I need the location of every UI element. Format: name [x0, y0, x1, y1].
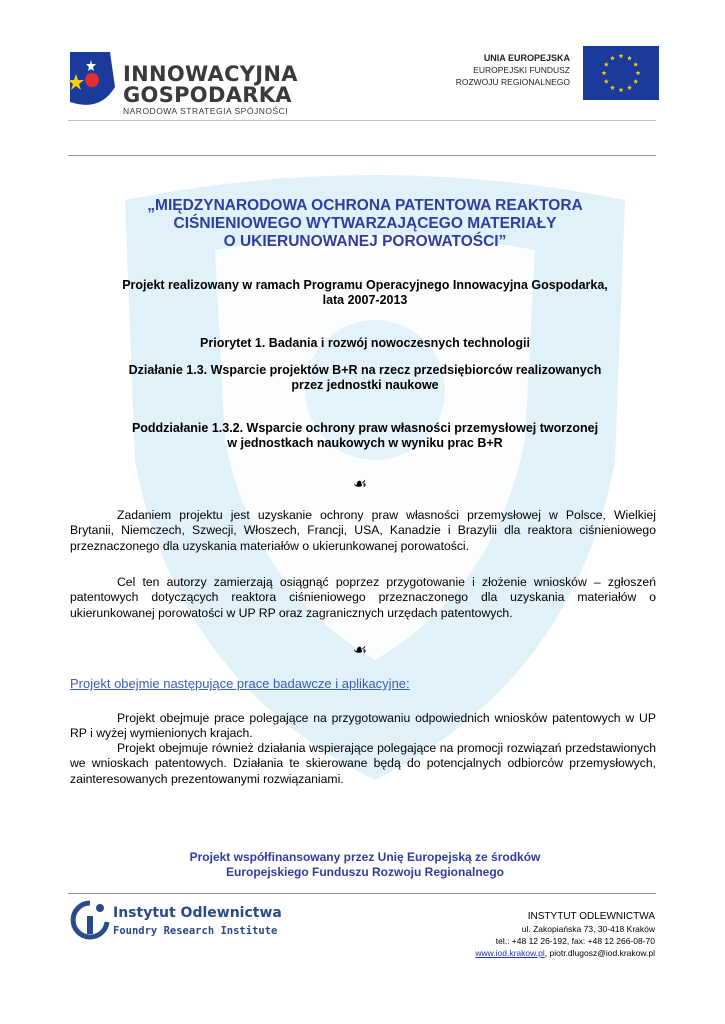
program-text: [60, 278, 670, 308]
eu-line3: ROZWOJU REGIONALNEGO: [455, 77, 570, 87]
contact-email: , piotr.dlugosz@iod.krakow.pl: [544, 948, 655, 958]
footer-rule: [68, 893, 656, 894]
subaction-line2: w jednostkach naukowych w wyniku prac B+R: [227, 436, 503, 450]
subaction-line1: Poddziałanie 1.3.2. Wsparcie ochrony praw własności przemysłowej tworzonej: [131, 421, 599, 435]
eu-line1: UNIA EUROPEJSKA: [483, 53, 570, 63]
priority-text: Priorytet 1. Badania i rozwój nowoczesnych technologii: [200, 336, 530, 350]
header-rule-blue: [68, 155, 656, 156]
section-heading: Projekt obejmie następujące prace badawcze i aplikacyjne:: [70, 676, 410, 691]
action-text: [60, 363, 670, 393]
website-link[interactable]: www.iod.krakow.pl: [475, 948, 545, 958]
program-line1: Projekt realizowany w ramach Programu Operacyjnego Innowacyjna Gospodarka,: [122, 278, 608, 292]
ornament-icon: ☙: [352, 474, 368, 493]
eu-line2: EUROPEJSKI FUNDUSZ: [473, 65, 570, 75]
ornament-icon: ☙: [352, 640, 368, 659]
paragraph-4: Projekt obejmuje również działania wspierające polegające na promocji rozwiązań przedstawionych we wnioskach patentowych. Działania te skierowane będą do potencjalnych odbiorców przemysłowych, zainteresowanych prezentowanymi rozwiązaniami.: [70, 741, 656, 786]
header-rule: [68, 120, 656, 121]
contact-address: ul. Zakopiańska 73, 30-418 Kraków: [521, 924, 655, 934]
iod-english-name: Foundry Research Institute: [113, 925, 278, 937]
iod-emblem-icon: [70, 900, 110, 944]
cofinance-line2: Europejskiego Funduszu Rozwoju Regionalnego: [225, 865, 504, 879]
ig-title-line2: GOSPODARKA: [123, 83, 292, 107]
cofinance-line1: Projekt współfinansowany przez Unię Europejską ze środków: [189, 850, 541, 864]
instytut-odlewnictwa-logo: [68, 900, 300, 946]
contact-block: [380, 911, 655, 959]
action-line2: przez jednostki naukowe: [291, 378, 439, 392]
contact-phone: tel.: +48 12 26-192, fax: +48 12 266-08-70: [495, 936, 655, 946]
title-line2: CIŚNIENIOWEGO WYTWARZAJĄCEGO MATERIAŁY: [173, 215, 557, 232]
iod-name: Instytut Odlewnictwa: [113, 905, 282, 921]
paragraph-1: Zadaniem projektu jest uzyskanie ochrony praw własności przemysłowej w Polsce, Wielkiej Brytanii, Niemczech, Szwecji, Włoszech, Francji, USA, Kanadzie i Brazylii dla reaktora ciśnieniowego przeznaczonego dla uzyskania materiałów o ukierunkowanej porowatości.: [70, 508, 656, 553]
ig-title-line1: INNOWACYJNA: [123, 62, 298, 86]
document-title: [60, 197, 670, 251]
program-line2: lata 2007-2013: [322, 293, 408, 307]
ig-subtitle: NARODOWA STRATEGIA SPÓJNOŚCI: [123, 106, 289, 116]
ig-emblem-icon: [60, 42, 120, 122]
action-line1: Działanie 1.3. Wsparcie projektów B+R na rzecz przedsiębiorców realizowanych: [128, 363, 602, 377]
paragraph-3: Projekt obejmuje prace polegające na przygotowaniu odpowiednich wniosków patentowych w UP RP i wyżej wymienionych krajach.: [70, 711, 656, 741]
contact-name: INSTYTUT ODLEWNICTWA: [527, 911, 655, 922]
contact-web-email: [380, 947, 655, 959]
title-line3: O UKIERUNOWANEJ POROWATOŚCI”: [223, 233, 507, 250]
eu-flag-icon: [583, 46, 659, 100]
cofinance-text: [60, 850, 670, 880]
subaction-text: [60, 421, 670, 451]
innowacyjna-gospodarka-logo: [60, 42, 300, 122]
paragraph-2: Cel ten autorzy zamierzają osiągnąć poprzez przygotowanie i złożenie wniosków – zgłoszeń patentowych dotyczących reaktora ciśnieniowego przeznaczonego dla uzyskania materiałów o ukierunkowanej porowatości w UP RP oraz zagranicznych urzędach patentowych.: [70, 575, 656, 620]
title-line1: „MIĘDZYNARODOWA OCHRONA PATENTOWA REAKTORA: [147, 197, 583, 214]
eu-logo-text: [440, 52, 570, 88]
